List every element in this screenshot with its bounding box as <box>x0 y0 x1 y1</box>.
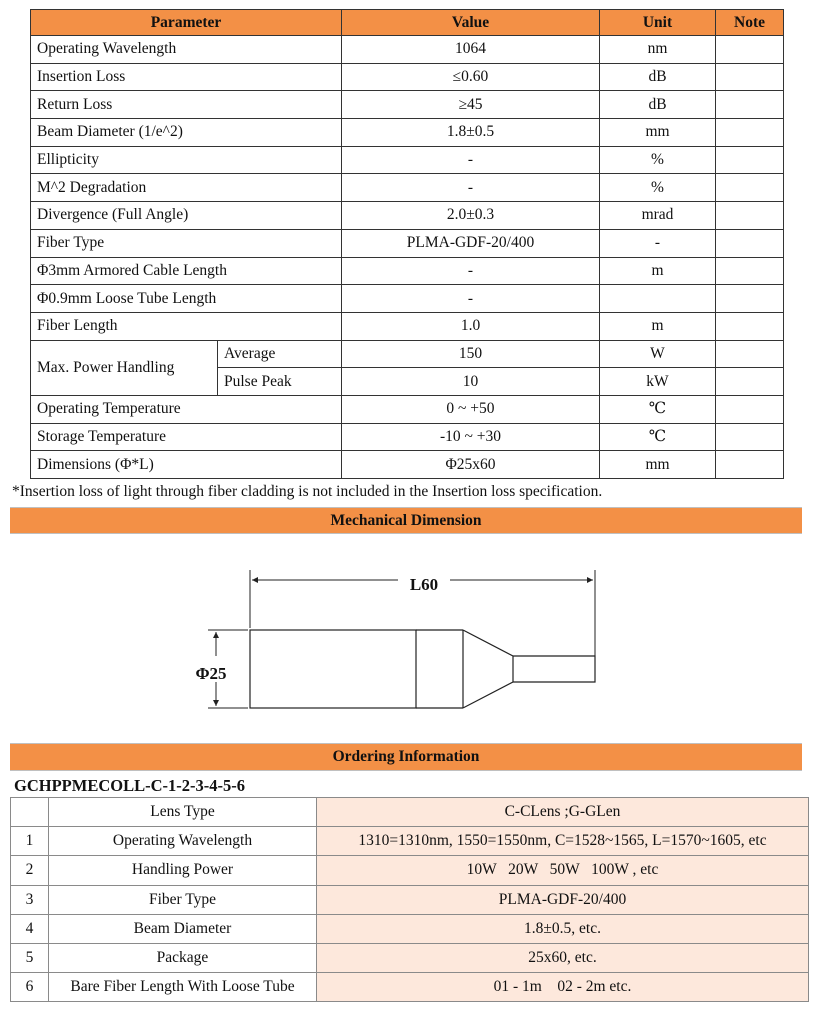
spec-row <box>31 63 784 91</box>
spec-row <box>31 257 784 285</box>
note-cell <box>716 91 784 119</box>
value-cell: - <box>342 146 600 174</box>
value-cell: 1.8±0.5 <box>342 119 600 147</box>
value-cell: - <box>342 285 600 313</box>
spec-header-row <box>31 10 784 36</box>
specification-table <box>30 9 784 479</box>
spec-row <box>31 146 784 174</box>
order-num: 1 <box>11 827 49 856</box>
order-num: 2 <box>11 856 49 885</box>
unit-cell: ℃ <box>600 423 716 451</box>
ordering-code: GCHPPMECOLL-C-1-2-3-4-5-6 <box>14 776 245 795</box>
order-field: Beam Diameter <box>49 914 317 943</box>
value-cell: - <box>342 257 600 285</box>
ordering-row <box>11 973 809 1002</box>
ordering-row <box>11 914 809 943</box>
order-field: Lens Type <box>49 798 317 827</box>
spec-row <box>31 451 784 479</box>
spec-row <box>31 91 784 119</box>
param-cell: Return Loss <box>31 91 342 119</box>
unit-cell: mrad <box>600 202 716 230</box>
collimator-taper <box>463 630 513 708</box>
param-cell: Operating Wavelength <box>31 36 342 64</box>
unit-cell: mm <box>600 119 716 147</box>
order-num: 5 <box>11 943 49 972</box>
value-cell: ≤0.60 <box>342 63 600 91</box>
order-options: 01 - 1m 02 - 2m etc. <box>317 973 809 1002</box>
value-cell: 150 <box>342 340 600 368</box>
spec-row <box>31 423 784 451</box>
ordering-row <box>11 798 809 827</box>
order-options: 1.8±0.5, etc. <box>317 914 809 943</box>
value-cell: 1064 <box>342 36 600 64</box>
value-cell: 0 ~ +50 <box>342 395 600 423</box>
header-parameter: Parameter <box>31 10 342 36</box>
ordering-row <box>11 943 809 972</box>
order-num: 3 <box>11 885 49 914</box>
value-cell: 1.0 <box>342 312 600 340</box>
order-num: 6 <box>11 973 49 1002</box>
ordering-information-bar: Ordering Information <box>10 743 802 771</box>
note-cell <box>716 174 784 202</box>
unit-cell: % <box>600 174 716 202</box>
order-options: C-CLens ;G-GLen <box>317 798 809 827</box>
note-cell <box>716 63 784 91</box>
unit-cell: m <box>600 257 716 285</box>
note-cell <box>716 36 784 64</box>
param-cell: Dimensions (Φ*L) <box>31 451 342 479</box>
order-field: Bare Fiber Length With Loose Tube <box>49 973 317 1002</box>
header-unit: Unit <box>600 10 716 36</box>
unit-cell: kW <box>600 368 716 396</box>
value-cell: - <box>342 174 600 202</box>
param-cell: Ellipticity <box>31 146 342 174</box>
param-cell: Fiber Type <box>31 229 342 257</box>
note-cell <box>716 423 784 451</box>
value-cell: ≥45 <box>342 91 600 119</box>
sub-param-average: Average <box>218 340 342 368</box>
sub-param-pulse: Pulse Peak <box>218 368 342 396</box>
header-note: Note <box>716 10 784 36</box>
value-cell: PLMA-GDF-20/400 <box>342 229 600 257</box>
unit-cell: dB <box>600 63 716 91</box>
note-cell <box>716 229 784 257</box>
spec-row <box>31 229 784 257</box>
note-cell <box>716 119 784 147</box>
unit-cell: - <box>600 229 716 257</box>
param-cell: Operating Temperature <box>31 395 342 423</box>
note-cell <box>716 451 784 479</box>
spec-row <box>31 119 784 147</box>
ordering-table <box>10 797 809 1002</box>
order-field: Package <box>49 943 317 972</box>
unit-cell: ℃ <box>600 395 716 423</box>
note-cell <box>716 368 784 396</box>
value-cell: 2.0±0.3 <box>342 202 600 230</box>
mechanical-drawing <box>0 540 825 740</box>
ordering-row <box>11 885 809 914</box>
unit-cell: % <box>600 146 716 174</box>
note-cell <box>716 202 784 230</box>
note-cell <box>716 312 784 340</box>
param-cell: Insertion Loss <box>31 63 342 91</box>
param-cell: Φ0.9mm Loose Tube Length <box>31 285 342 313</box>
param-cell: Storage Temperature <box>31 423 342 451</box>
order-options: 1310=1310nm, 1550=1550nm, C=1528~1565, L=1570~1605, etc <box>317 827 809 856</box>
note-cell <box>716 395 784 423</box>
collimator-body <box>250 630 416 708</box>
fiber-boot <box>513 656 595 682</box>
unit-cell <box>600 285 716 313</box>
value-cell: 10 <box>342 368 600 396</box>
note-cell <box>716 285 784 313</box>
order-num: 4 <box>11 914 49 943</box>
diameter-label: Φ25 <box>195 664 227 683</box>
order-options: 25x60, etc. <box>317 943 809 972</box>
order-field: Fiber Type <box>49 885 317 914</box>
mechanical-dimension-bar: Mechanical Dimension <box>10 507 802 534</box>
note-cell <box>716 340 784 368</box>
unit-cell: dB <box>600 91 716 119</box>
param-cell-power: Max. Power Handling <box>31 340 218 395</box>
header-value: Value <box>342 10 600 36</box>
param-cell: M^2 Degradation <box>31 174 342 202</box>
param-cell: Fiber Length <box>31 312 342 340</box>
order-num <box>11 798 49 827</box>
ordering-row <box>11 856 809 885</box>
param-cell: Beam Diameter (1/e^2) <box>31 119 342 147</box>
order-options: 10W 20W 50W 100W , etc <box>317 856 809 885</box>
length-label: L60 <box>409 575 439 594</box>
note-cell <box>716 146 784 174</box>
order-field: Operating Wavelength <box>49 827 317 856</box>
order-options: PLMA-GDF-20/400 <box>317 885 809 914</box>
footnote: *Insertion loss of light through fiber cladding is not included in the Insertion loss specification. <box>12 483 603 500</box>
unit-cell: m <box>600 312 716 340</box>
unit-cell: W <box>600 340 716 368</box>
spec-row <box>31 174 784 202</box>
spec-row <box>31 36 784 64</box>
value-cell: Φ25x60 <box>342 451 600 479</box>
ordering-row <box>11 827 809 856</box>
spec-row-power-average <box>31 340 784 368</box>
unit-cell: nm <box>600 36 716 64</box>
param-cell: Divergence (Full Angle) <box>31 202 342 230</box>
value-cell: -10 ~ +30 <box>342 423 600 451</box>
spec-row <box>31 395 784 423</box>
spec-row <box>31 285 784 313</box>
param-cell: Φ3mm Armored Cable Length <box>31 257 342 285</box>
unit-cell: mm <box>600 451 716 479</box>
note-cell <box>716 257 784 285</box>
spec-row <box>31 312 784 340</box>
spec-row <box>31 202 784 230</box>
order-field: Handling Power <box>49 856 317 885</box>
